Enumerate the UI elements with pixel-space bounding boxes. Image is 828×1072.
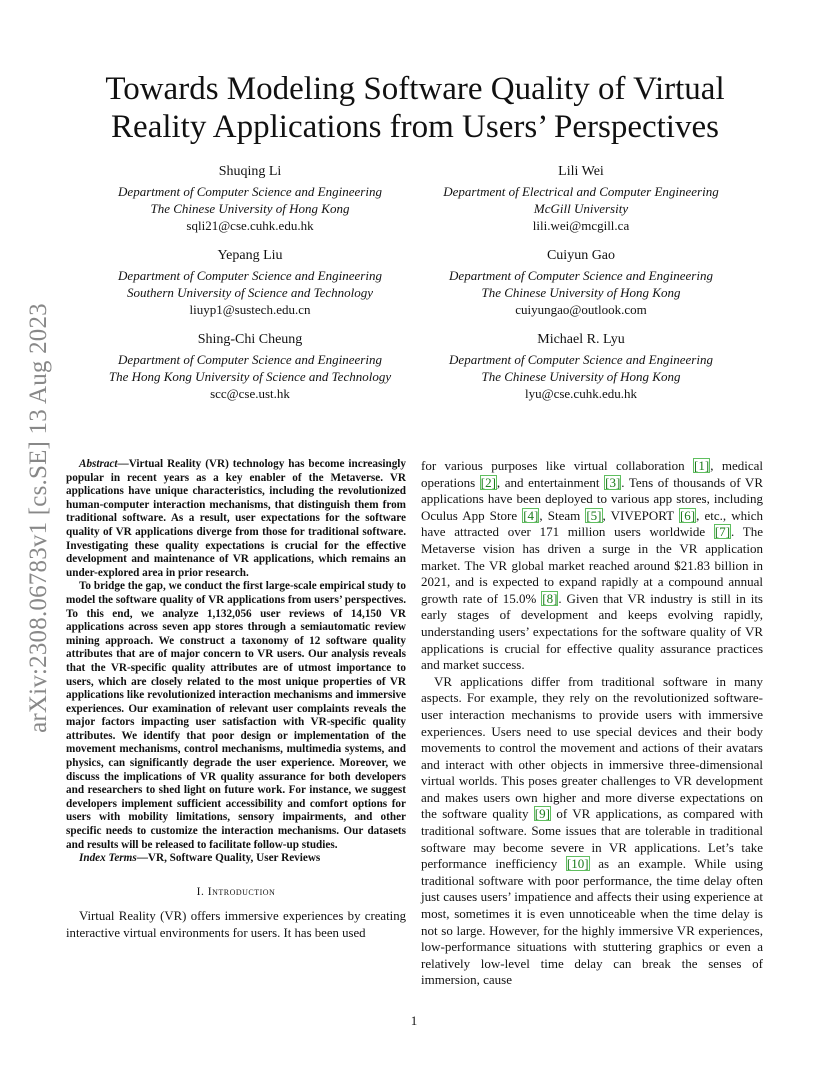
body-text-run: , etc., which have attracted over 171 million users worldwide [421, 507, 763, 540]
body-text-run: as an example. While using traditional software with poor performance, the time delay often just causes users’ impatience and affects their using experience at most, sometimes it is even unnoticeable when the time delay is not so large. However, for the highly immersive VR experiences, low-performance situations with stuttering graphics or even a relatively low-level time delay can break the senses of immersion, cause [421, 856, 763, 988]
author-name: Michael R. Lyu [537, 332, 625, 347]
author-email: liuyp1@sustech.edu.cn [189, 302, 311, 317]
author-block-yepang-liu [80, 247, 420, 318]
body-text-run: . Tens of thousands of VR applications have been deployed to various app stores, including Oculus App Store [421, 474, 763, 523]
author-department: Department of Electrical and Computer Engineering [443, 184, 719, 199]
citation-link[interactable]: [2] [480, 474, 496, 490]
abstract-text-1: —Virtual Reality (VR) technology has become increasingly popular in recent years as a key enabler of the Metaverse. VR applications have unique characteristics, including the revolutionized human-computer interaction mechanisms, that distinguish them from traditional software. As a result, user expectations for the software quality of VR applications diverge from those for traditional software. Investigating these quality expectations is crucial for the effective development and maintenance of VR applications, which remains an under-explored area in prior research. [66, 458, 406, 579]
author-block-shing-chi-cheung [80, 331, 420, 402]
left-column [66, 458, 406, 941]
citation-link[interactable]: [3] [605, 474, 621, 490]
author-institution: The Chinese University of Hong Kong [150, 201, 350, 216]
citation-link[interactable]: [7] [714, 524, 731, 540]
section-heading-introduction [66, 884, 406, 900]
author-name: Lili Wei [558, 164, 604, 179]
intro-paragraph-vr-differences [421, 674, 763, 989]
section-title: Introduction [207, 885, 276, 898]
intro-paragraph-start: Virtual Reality (VR) offers immersive experiences by creating interactive virtual environments for users. It has been used [66, 909, 406, 940]
author-department: Department of Computer Science and Engineering [118, 268, 382, 283]
right-column [421, 458, 763, 989]
author-department: Department of Computer Science and Engineering [118, 184, 382, 199]
author-institution: McGill University [533, 201, 629, 216]
body-text-run: , and entertainment [496, 474, 605, 490]
body-text-run: VR applications differ from traditional software in many aspects. For example, they rely on the revolutionized software-user interaction mechanisms to provide users with immersive experiences. Users need to use special devices and their body movements to control the movement and actions of their avatars and interact with other objects in immersive three-dimensional virtual worlds. This poses greater challenges to VR development and makes users own higher and more diverse expectations on the software quality [421, 673, 763, 822]
author-email: lyu@cse.cuhk.edu.hk [525, 386, 637, 401]
citation-link[interactable]: [1] [694, 458, 710, 473]
abstract-paragraph-1 [66, 458, 406, 580]
paper-title: Towards Modeling Software Quality of Virtual Reality Applications from Users’ Perspectives [105, 71, 725, 145]
author-block-michael-lyu [412, 331, 750, 402]
author-institution: The Hong Kong University of Science and Technology [108, 369, 392, 384]
author-block-lili-wei [412, 163, 750, 234]
section-number: I. [196, 885, 205, 898]
author-email: scc@cse.ust.hk [210, 386, 290, 401]
author-email: sqli21@cse.cuhk.edu.hk [186, 218, 314, 233]
body-text-run: . Given that VR industry is still in its early stages of development and keeps evolving rapidly, understanding users’ expectations for the software quality of VR applications is crucial for effective quality assurance practices and market success. [421, 590, 763, 673]
author-name: Shuqing Li [218, 164, 282, 179]
citation-link[interactable]: [6] [679, 507, 696, 523]
author-department: Department of Computer Science and Engineering [449, 352, 713, 367]
body-text-run: , medical operations [421, 458, 763, 490]
author-department: Department of Computer Science and Engineering [118, 352, 382, 367]
citation-link[interactable]: [8] [542, 590, 558, 606]
body-text-run: . The Metaverse vision has driven a surge in the VR application market. The VR global market reached around $21.83 billion in 2021, and is expected to expand rapidly at a compound annual growth rate of 15.0% [421, 524, 763, 606]
body-text-run: of VR applications, as compared with traditional software. Some issues that are tolerable in traditional software may become severe in VR applications. Let’s take performance inefficiency [421, 806, 763, 872]
author-block-shuqing-li [80, 163, 420, 234]
page-number: 1 [410, 1013, 418, 1028]
author-institution: Southern University of Science and Technology [126, 285, 374, 300]
author-institution: The Chinese University of Hong Kong [481, 285, 681, 300]
index-terms-heading: Index Terms [79, 852, 137, 865]
index-terms [66, 852, 406, 866]
arxiv-identifier-text: arXiv:2308.06783v1 [cs.SE] 13 Aug 2023 [25, 303, 52, 733]
author-email: lili.wei@mcgill.ca [532, 218, 630, 233]
citation-link[interactable]: [4] [523, 507, 539, 523]
abstract-heading: Abstract [79, 458, 118, 470]
intro-paragraph-continued [421, 458, 763, 674]
author-name: Cuiyun Gao [546, 248, 616, 263]
abstract [66, 458, 406, 852]
body-text-run: for various purposes like virtual collaboration [421, 458, 694, 473]
body-text-run: , Steam [539, 507, 586, 523]
citation-link[interactable]: [9] [534, 806, 550, 822]
author-name: Yepang Liu [217, 248, 283, 263]
author-name: Shing-Chi Cheung [197, 332, 303, 347]
citation-link[interactable]: [5] [586, 507, 602, 523]
index-terms-text: —VR, Software Quality, User Reviews [136, 852, 321, 865]
body-text-run: , VIVEPORT [602, 507, 679, 523]
author-email: cuiyungao@outlook.com [515, 302, 647, 317]
abstract-paragraph-2: To bridge the gap, we conduct the first large-scale empirical study to model the software quality of VR applications from users’ perspectives. To this end, we analyze 1,132,056 user reviews of 14,150 VR applications across seven app stores through a semiautomatic review mining approach. We construct a taxonomy of 12 software quality attributes that are of major concern to VR users. Our analysis reveals that the VR-specific quality attributes are of utmost importance to users, which are closely related to the most unique properties of VR applications like revolutionized interaction mechanisms and immersive experiences. Our examination of relevant user complaints reveals the major factors impacting user satisfaction with VR-specific quality attributes. We identify that poor design or implementation of the movement mechanisms, control mechanisms, multimedia systems, and physics, can significantly degrade the user experience. Moreover, we discuss the implications of VR quality assurance for both developers and researchers to shed light on future work. For instance, we suggest developers implement sufficient accessibility and comfort options for users with mobility limitations, sensory impairments, and other specific needs to customize the interaction mechanisms. Our datasets and results will be released to facilitate follow-up studies. [66, 580, 406, 851]
author-institution: The Chinese University of Hong Kong [481, 369, 681, 384]
arxiv-identifier-stamp [22, 278, 56, 758]
author-block-cuiyun-gao [412, 247, 750, 318]
citation-link[interactable]: [10] [566, 856, 589, 872]
author-department: Department of Computer Science and Engineering [449, 268, 713, 283]
